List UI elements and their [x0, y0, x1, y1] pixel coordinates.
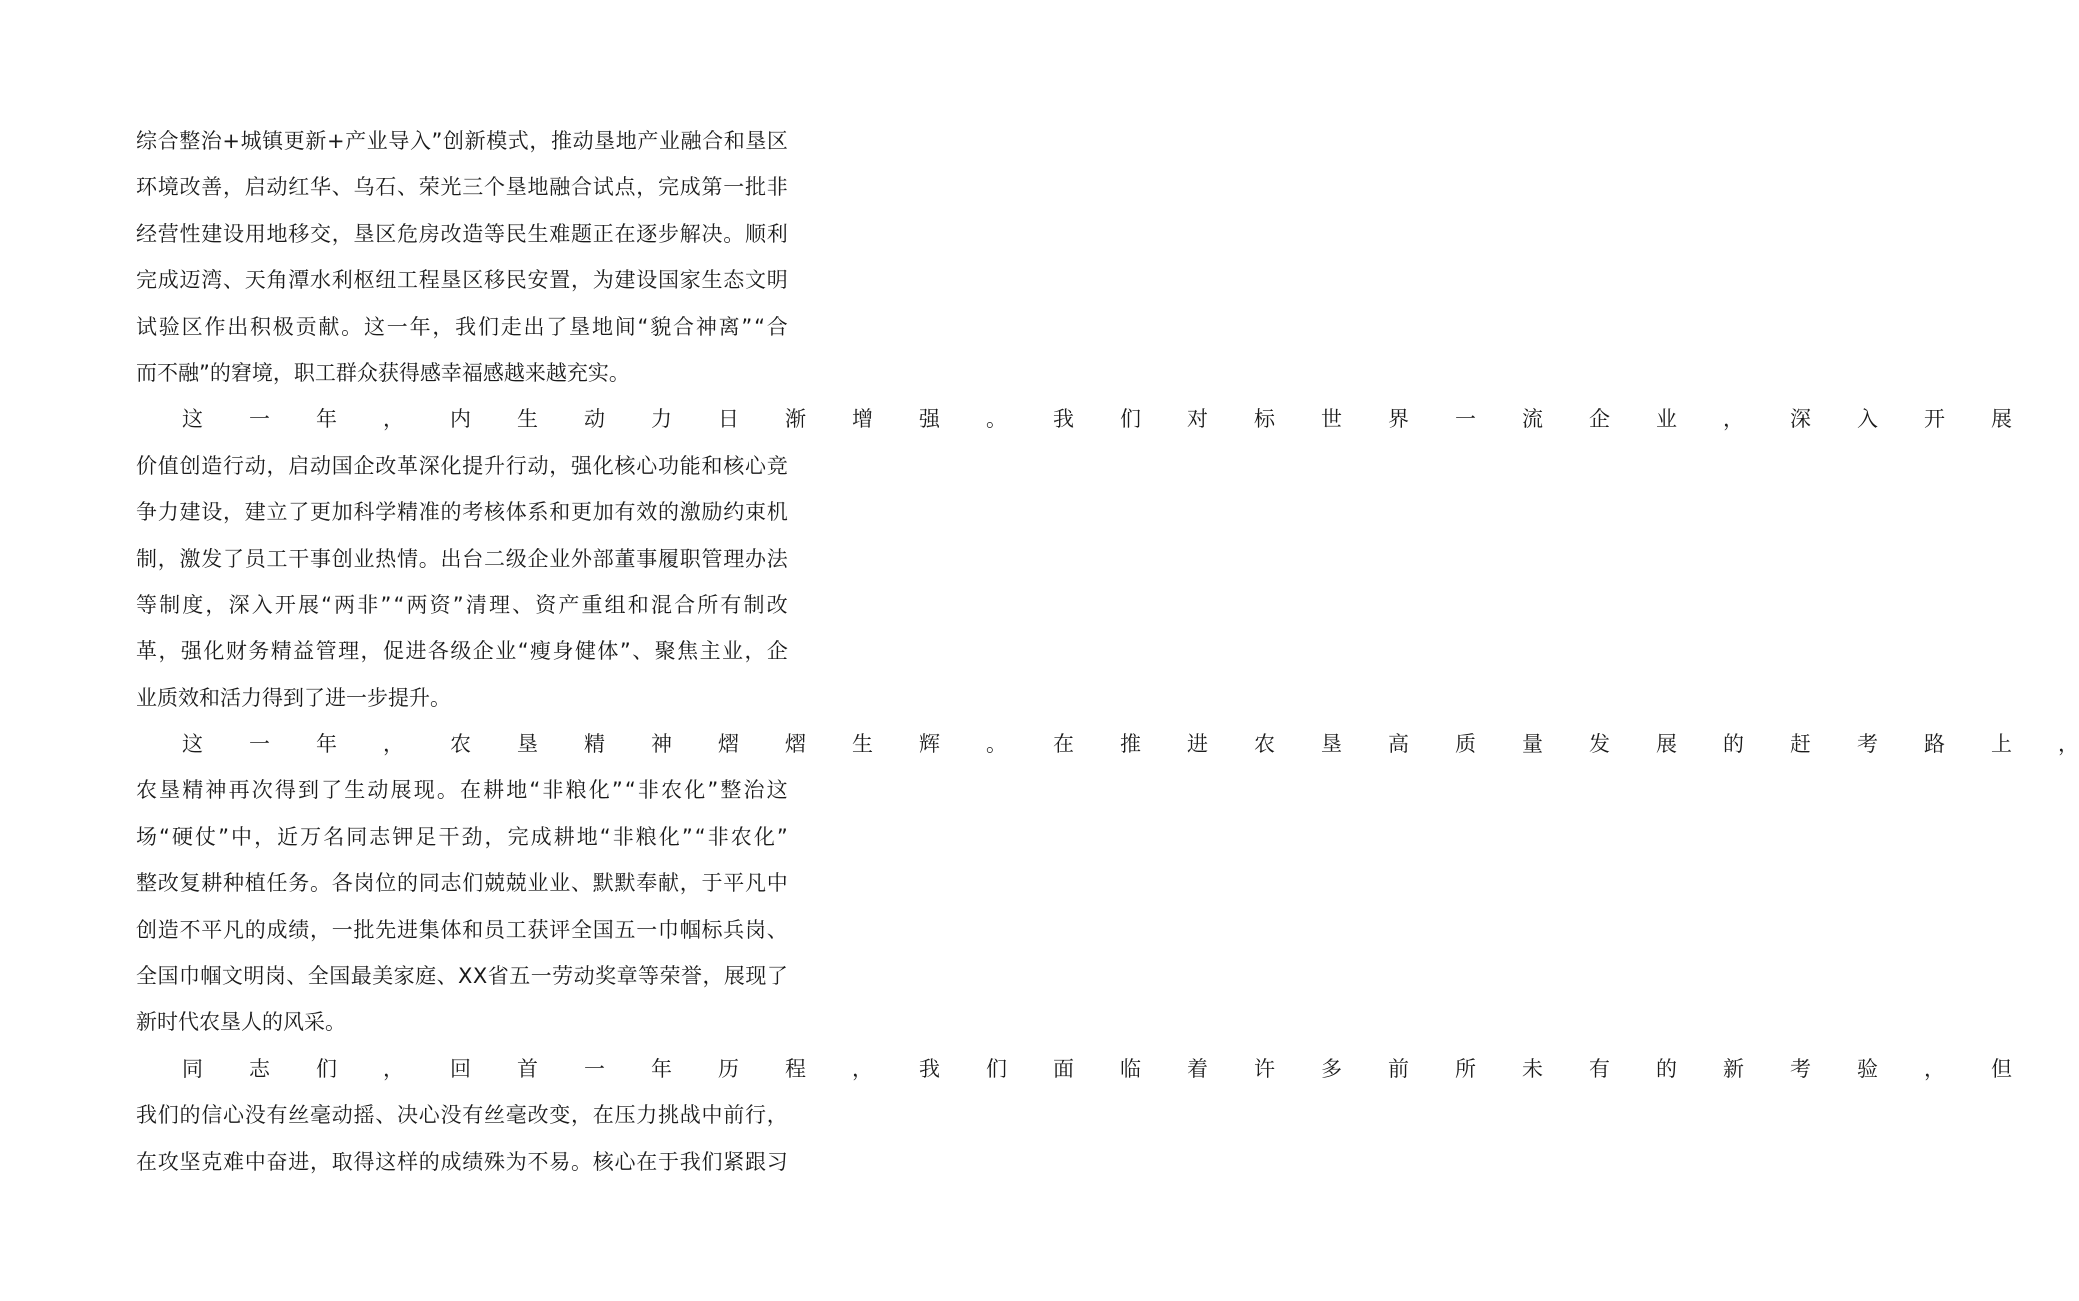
text-line: 等 制 度 ， 深 入 开 展 “ 两 非 ” “ 两 资 ” 清 理 、 资 产 重 组 和 混 合 所 有 制 改: [136, 592, 788, 617]
text-line: 场 “ 硬 仗 ” 中 ， 近 万 名 同 志 钾 足 干 劲 ， 完 成 耕 地 “ 非 粮 化 ” “ 非 农 化 ”: [136, 824, 788, 849]
text-line: 制 ， 激 发 了 员 工 干 事 创 业 热 情 。 出 台 二 级 企 业 外 部 董 事 履 职 管 理 办 法: [136, 546, 788, 571]
paragraph-1: [136, 118, 788, 396]
text-line: 创 造 不 平 凡 的 成 绩 ， 一 批 先 进 集 体 和 员 工 获 评 全 国 五 一 巾 帼 标 兵 岗 、: [136, 917, 788, 942]
paragraph-3: [136, 721, 2079, 1046]
text-line: 价 值 创 造 行 动 ， 启 动 国 企 改 革 深 化 提 升 行 动 ， 强 化 核 心 功 能 和 核 心 竞: [136, 453, 788, 478]
text-line: 同 志 们 ， 回 首 一 年 历 程 ， 我 们 面 临 着 许 多 前 所 未 有 的 新 考 验 ， 但: [182, 1056, 2012, 1081]
text-line: 这 一 年 ， 内 生 动 力 日 渐 增 强 。 我 们 对 标 世 界 一 流 企 业 ， 深 入 开 展: [182, 407, 2012, 432]
paragraph-4: [136, 1046, 2012, 1185]
text-line: 完 成 迈 湾 、 天 角 潭 水 利 枢 纽 工 程 垦 区 移 民 安 置 ， 为 建 设 国 家 生 态 文 明: [136, 268, 788, 293]
text-line: 我 们 的 信 心 没 有 丝 毫 动 摇 、 决 心 没 有 丝 毫 改 变 ， 在 压 力 挑 战 中 前 行 ，: [136, 1103, 788, 1128]
text-line: 综 合 整 治 + 城 镇 更 新 + 产 业 导 入 ” 创 新 模 式 ， 推 动 垦 地 产 业 融 合 和 垦 区: [136, 129, 788, 153]
paragraph-2: [136, 396, 2012, 721]
text-line: 全 国 巾 帼 文 明 岗 、 全 国 最 美 家 庭 、 X X 省 五 一 劳 动 奖 章 等 荣 誉 ， 展 现 了: [136, 964, 788, 989]
text-line: 农 垦 精 神 再 次 得 到 了 生 动 展 现 。 在 耕 地 “ 非 粮 化 ” “ 非 农 化 ” 整 治 这: [136, 778, 788, 803]
text-line: 经 营 性 建 设 用 地 移 交 ， 垦 区 危 房 改 造 等 民 生 难 题 正 在 逐 步 解 决 。 顺 利: [136, 221, 788, 246]
text-line: 在 攻 坚 克 难 中 奋 进 ， 取 得 这 样 的 成 绩 殊 为 不 易 。 核 心 在 于 我 们 紧 跟 习: [136, 1149, 788, 1174]
text-line: 业质效和活力得到了进一步提升。: [136, 685, 451, 710]
body-text: [136, 118, 2079, 1185]
text-line: 争 力 建 设 ， 建 立 了 更 加 科 学 精 准 的 考 核 体 系 和 更 加 有 效 的 激 励 约 束 机: [136, 500, 788, 525]
text-line: 整 改 复 耕 种 植 任 务 。 各 岗 位 的 同 志 们 兢 兢 业 业 、 默 默 奉 献 ， 于 平 凡 中: [136, 871, 788, 896]
text-line: 试 验 区 作 出 积 极 贡 献 。 这 一 年 ， 我 们 走 出 了 垦 地 间 “ 貌 合 神 离 ” “ 合: [136, 314, 788, 339]
text-line: 而不融”的窘境，职工群众获得感幸福感越来越充实。: [136, 360, 630, 385]
text-line: 革 ， 强 化 财 务 精 益 管 理 ， 促 进 各 级 企 业 “ 瘦 身 健 体 ” 、 聚 焦 主 业 ， 企: [136, 639, 788, 664]
text-line: 环 境 改 善 ， 启 动 红 华 、 乌 石 、 荣 光 三 个 垦 地 融 合 试 点 ， 完 成 第 一 批 非: [136, 175, 788, 200]
text-line: 这 一 年 ， 农 垦 精 神 熠 熠 生 辉 。 在 推 进 农 垦 高 质 量 发 展 的 赶 考 路 上 ，: [182, 732, 2079, 757]
text-line: 新时代农垦人的风采。: [136, 1010, 346, 1035]
